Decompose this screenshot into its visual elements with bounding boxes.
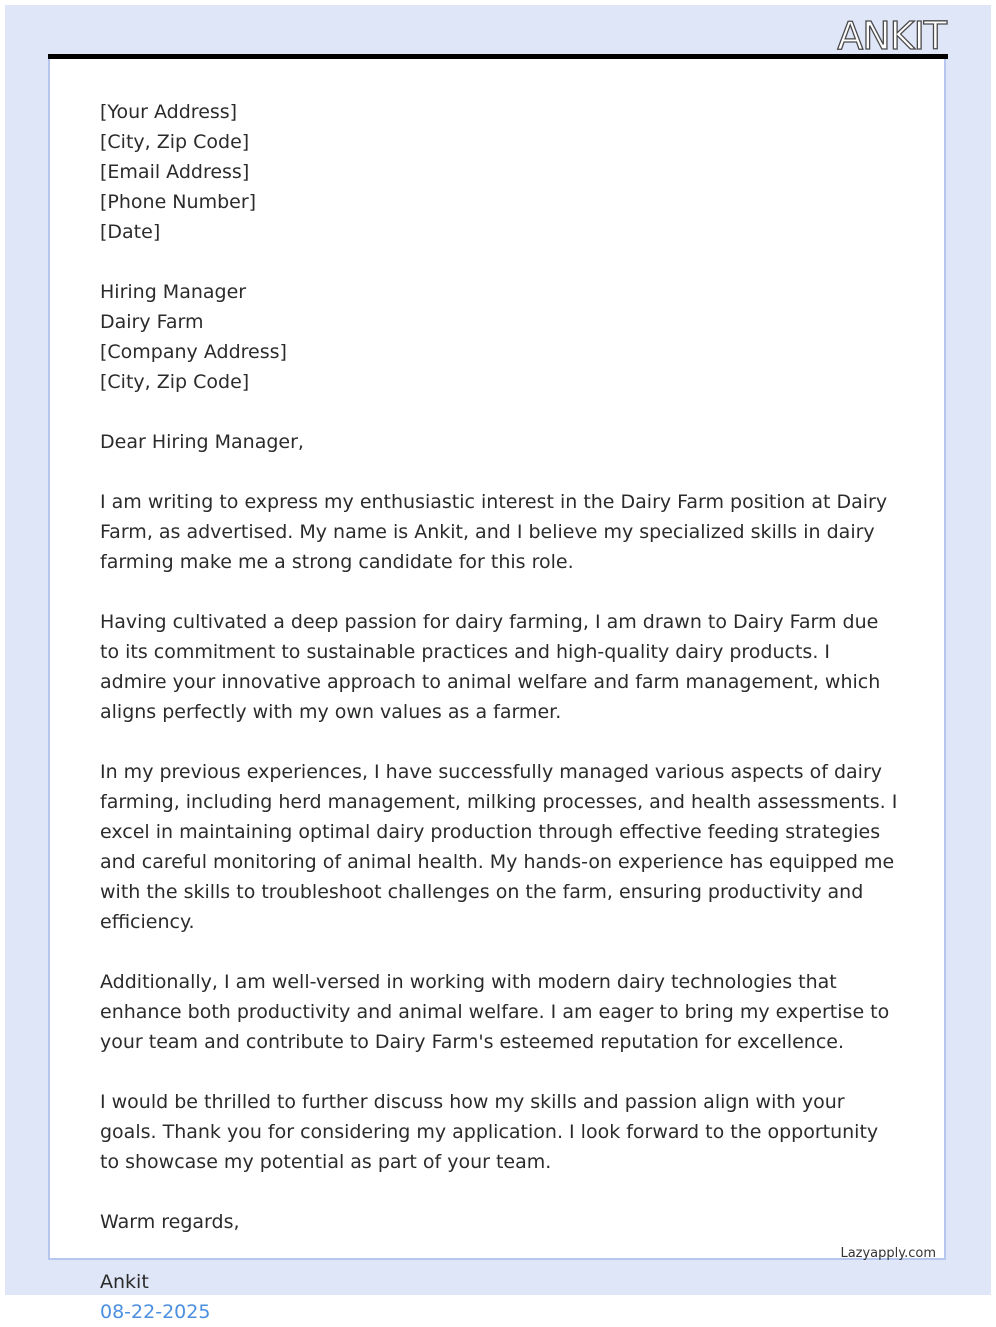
signature-name: Ankit xyxy=(100,1271,149,1293)
body-paragraph-5: I would be thrilled to further discuss how my skills and passion align with your goals. Thank you for considering my application. I look forward to the opportunity to showcase my potential as part of your team. xyxy=(100,1091,879,1173)
signed-date: 08-22-2025 xyxy=(100,1301,211,1323)
body-paragraph-2: Having cultivated a deep passion for dairy farming, I am drawn to Dairy Farm due to its commitment to sustainable practices and high-quality dairy products. I admire your innovative approach to animal welfare and farm management, which aligns perfectly with my own values as a farmer. xyxy=(100,611,881,723)
sender-date: [Date] xyxy=(100,221,161,243)
sender-city-zip: [City, Zip Code] xyxy=(100,131,250,153)
cover-letter xyxy=(100,97,900,1327)
body-paragraph-4: Additionally, I am well-versed in working with modern dairy technologies that enhance both productivity and animal welfare. I am eager to bring my expertise to your team and contribute to Dairy Farm's esteemed reputation for excellence. xyxy=(100,971,890,1053)
signature-block xyxy=(100,1267,900,1327)
recipient-address: [Company Address] xyxy=(100,341,287,363)
sender-email: [Email Address] xyxy=(100,161,250,183)
sender-block xyxy=(100,97,900,247)
brand-logo: ANKIT xyxy=(837,14,946,58)
body-paragraph-1: I am writing to express my enthusiastic interest in the Dairy Farm position at Dairy Farm, as advertised. My name is Ankit, and I believe my specialized skills in dairy farming make me a strong candidate for this role. xyxy=(100,491,888,573)
header-rule xyxy=(48,54,948,59)
salutation: Dear Hiring Manager, xyxy=(100,431,304,453)
sender-address: [Your Address] xyxy=(100,101,238,123)
closing: Warm regards, xyxy=(100,1211,240,1233)
recipient-title: Hiring Manager xyxy=(100,281,247,303)
sender-phone: [Phone Number] xyxy=(100,191,257,213)
recipient-city-zip: [City, Zip Code] xyxy=(100,371,250,393)
body-paragraph-3: In my previous experiences, I have successfully managed various aspects of dairy farming, including herd management, milking processes, and health assessments. I excel in maintaining optimal dairy production through effective feeding strategies and careful monitoring of animal health. My hands-on experience has equipped me with the skills to troubleshoot challenges on the farm, ensuring productivity and efficiency. xyxy=(100,761,898,933)
footer-brand-link[interactable]: Lazyapply.com xyxy=(840,1246,936,1261)
recipient-company: Dairy Farm xyxy=(100,311,204,333)
recipient-block xyxy=(100,277,900,397)
